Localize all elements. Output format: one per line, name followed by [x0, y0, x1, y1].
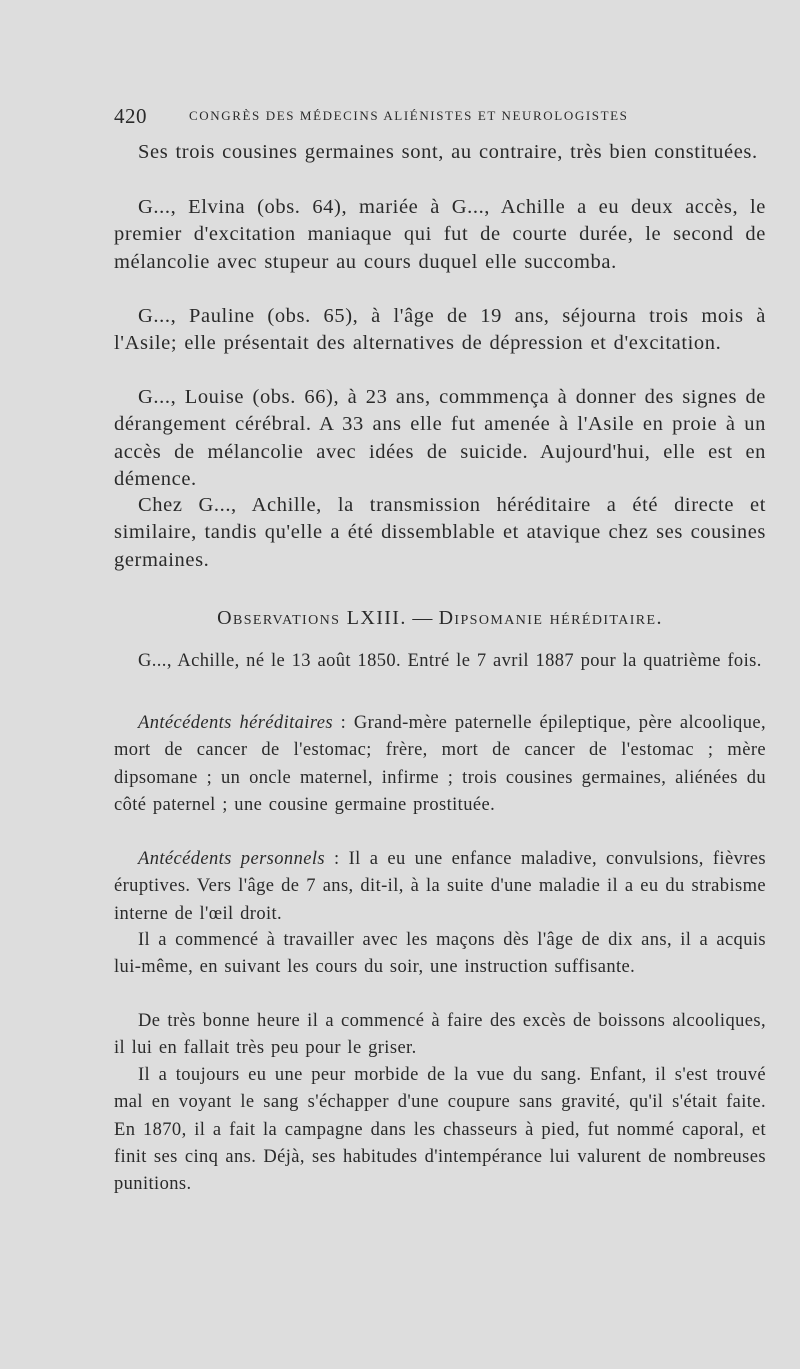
paragraph-hereditary	[114, 710, 766, 819]
running-title: CONGRÈS DES MÉDECINS ALIÉNISTES ET NEUROLOGISTES	[189, 108, 629, 123]
section-heading	[114, 607, 766, 630]
observation-subject: Dipsomanie héréditaire.	[438, 607, 663, 629]
personal-label: Antécédents personnels	[138, 849, 325, 869]
paragraph-cousins: Ses trois cousines germaines sont, au contraire, très bien constituées.	[138, 141, 758, 163]
page-number: 420	[114, 104, 147, 128]
paragraph-louise: G..., Louise (obs. 66), à 23 ans, commmença à donner des signes de dérangement cérébral. A 33 ans elle fut amenée à l'Asile en proie à un accès de mélancolie avec idées de suicide. Aujourd'hui, elle est en démence.	[114, 386, 766, 490]
paragraph-work: Il a commencé à travailler avec les maçons dès l'âge de dix ans, il a acquis lui-même, en suivant les cours du soir, une instruction suffisante.	[114, 930, 766, 978]
paragraph-personal	[114, 846, 766, 928]
paragraph-elvina: G..., Elvina (obs. 64), mariée à G..., Achille a eu deux accès, le premier d'excitation maniaque qui fut de courte durée, le second de mélancolie avec stupeur au cours duquel elle succomba.	[114, 196, 766, 273]
hereditary-text: : Grand-mère paternelle épileptique, père alcoolique, mort de cancer de l'estomac; frère, mort de cancer de l'estomac ; mère dipsomane ; un oncle maternel, infirme ; trois cousines germaines, aliénées du côté paternel ; une cousine germaine prostituée.	[114, 713, 766, 815]
paragraph-drink: De très bonne heure il a commencé à faire des excès de boissons alcooliques, il lui en fallait très peu pour le griser.	[114, 1011, 766, 1059]
observation-intro: G..., Achille, né le 13 août 1850. Entré le 7 avril 1887 pour la quatrième fois.	[138, 651, 762, 671]
observation-number: Observations LXIII.	[217, 607, 407, 629]
running-header	[114, 104, 674, 134]
heading-dash: —	[406, 607, 439, 629]
personal-text: : Il a eu une enfance maladive, convulsions, fièvres éruptives. Vers l'âge de 7 ans, dit-il, à la suite d'une maladie il a eu du strabisme interne de l'œil droit.	[114, 849, 766, 924]
paragraph-blood: Il a toujours eu une peur morbide de la vue du sang. Enfant, il s'est trouvé mal en voyant le sang s'échapper d'une coupure sans gravité, qu'il s'était faite. En 1870, il a fait la campagne dans les chasseurs à pied, fut nommé caporal, et finit ses cinq ans. Déjà, ses habitudes d'intempérance lui valurent de nombreuses punitions.	[114, 1065, 766, 1195]
paragraph-pauline: G..., Pauline (obs. 65), à l'âge de 19 ans, séjourna trois mois à l'Asile; elle présentait des alternatives de dépression et d'excitation.	[114, 305, 766, 355]
hereditary-label: Antécédents héréditaires	[138, 713, 333, 733]
paragraph-transmission: Chez G..., Achille, la transmission héréditaire a été directe et similaire, tandis qu'elle a été dissemblable et atavique chez ses cousines germaines.	[114, 494, 766, 571]
